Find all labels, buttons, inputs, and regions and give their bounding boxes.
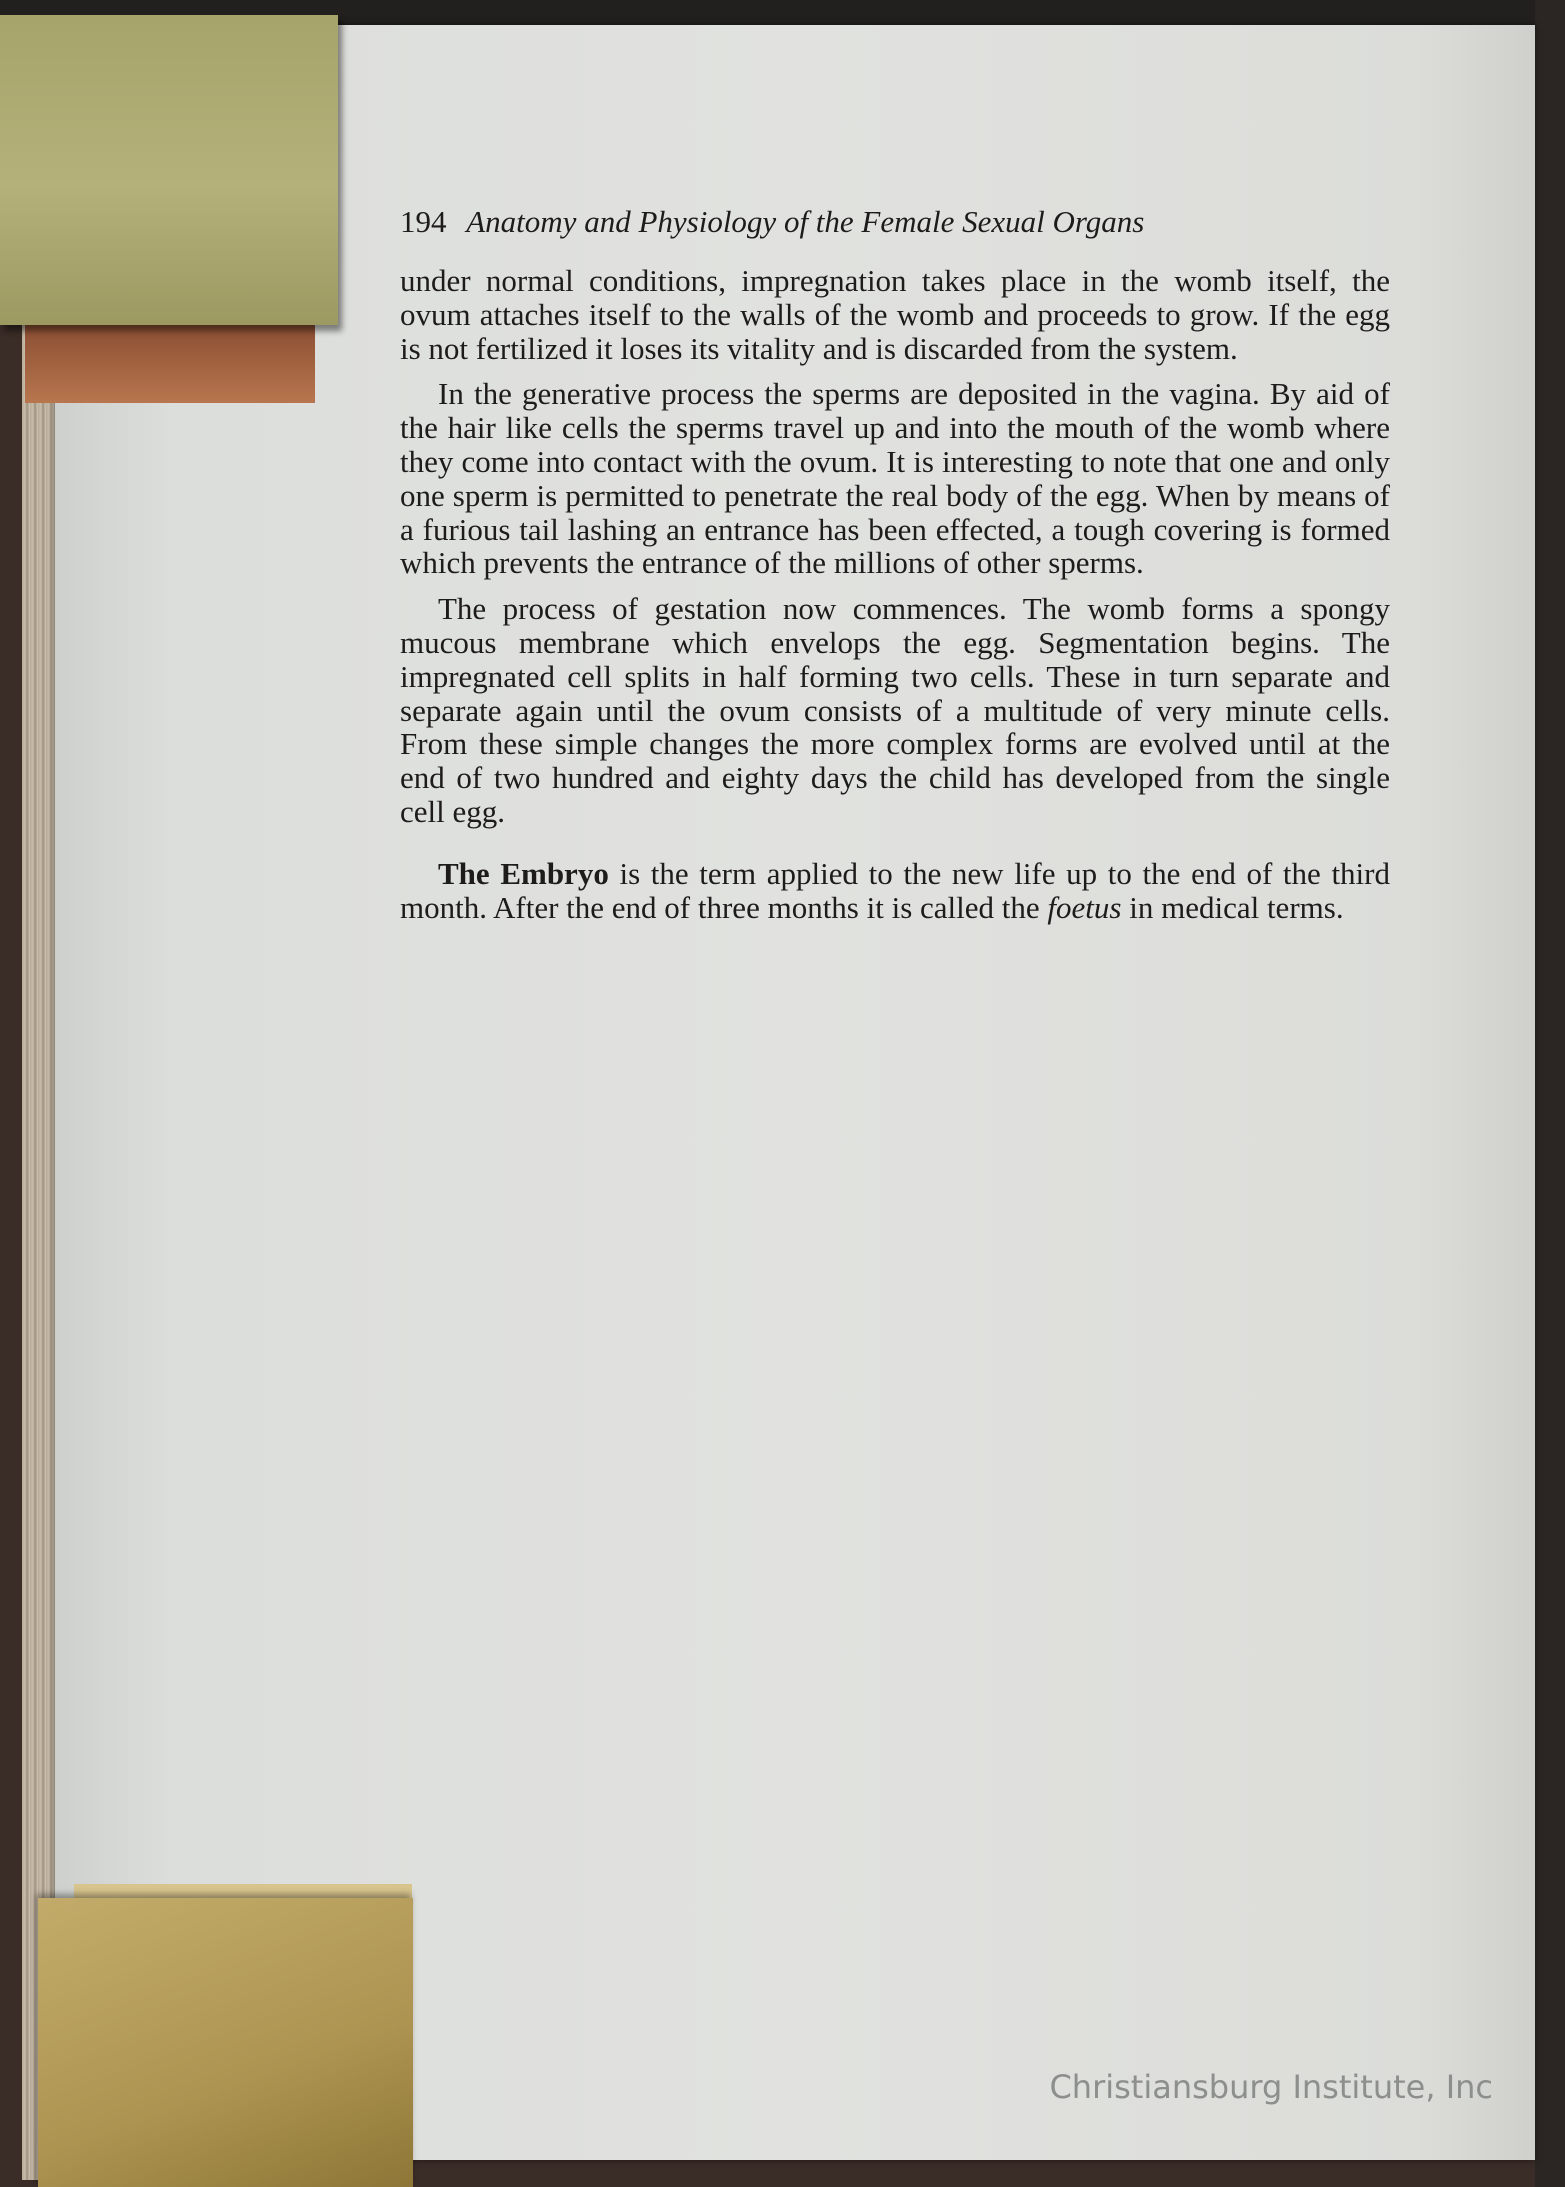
- running-title: Anatomy and Physiology of the Female Sexual Organs: [466, 204, 1145, 239]
- page-number: 194: [400, 204, 447, 239]
- bottom-page-tab: [38, 1898, 413, 2187]
- term-embryo: The Embryo: [438, 855, 609, 891]
- paragraph-2: In the generative process the sperms are deposited in the vagina. By aid of the hair like cells the sperms travel up and into the mouth of the womb where they come into contact with the ovum. It is interesting to note that one and only one sperm is permitted to penetrate the real body of the egg. When by means of a furious tail lashing an entrance has been effected, a tough covering is formed which prevents the entrance of the millions of other sperms.: [400, 376, 1390, 581]
- paragraph-3: The process of gestation now commences. The womb forms a spongy mucous membrane which envelops the egg. Segmentation begins. The impregnated cell splits in half forming two cells. These in turn separate and separate again until the ovum consists of a multitude of very minute cells. From these simple changes the more complex forms are evolved until at the end of two hundred and eighty days the child has developed from the single cell egg.: [400, 591, 1390, 829]
- paragraph-1: under normal conditions, impregnation takes place in the womb itself, the ovum attaches itself to the walls of the womb and proceeds to grow. If the egg is not fertilized it loses its vitality and is discarded from the system.: [400, 263, 1390, 366]
- running-head: [400, 200, 1390, 244]
- backdrop-right: [1535, 0, 1565, 2187]
- term-foetus: foetus: [1047, 889, 1122, 925]
- paragraph-embryo: [400, 857, 1390, 925]
- embryo-text-2: in medical terms.: [1121, 889, 1344, 925]
- embryo-text-1: is the term applied to the new life up to the end of the third month. After the end of three months it is called the: [400, 855, 1390, 925]
- top-page-tab: [0, 15, 338, 325]
- top-tab-edge: [25, 325, 315, 403]
- page-text: [400, 200, 1390, 936]
- watermark: Christiansburg Institute, Inc: [1049, 2068, 1493, 2106]
